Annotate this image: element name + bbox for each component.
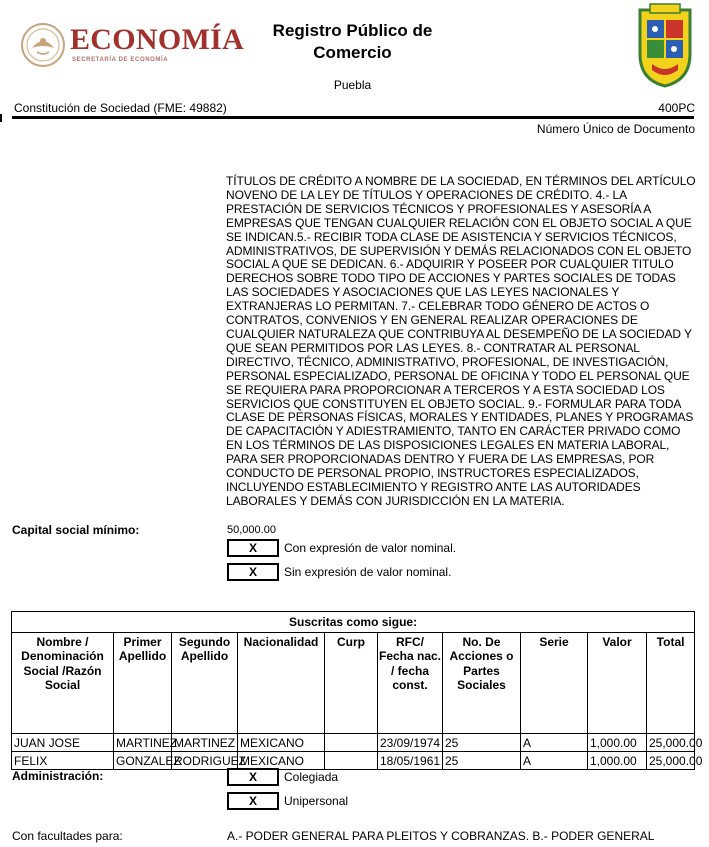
checkbox-unipersonal[interactable]: X [227, 792, 279, 810]
city-label: Puebla [333, 78, 372, 92]
table-cell: 1,000.00 [588, 752, 647, 770]
checkbox-label: Con expresión de valor nominal. [284, 541, 457, 555]
table-cell: 18/05/1961 [378, 752, 443, 770]
table-cell: MARTINEZ [114, 734, 172, 752]
checkbox-colegiada[interactable]: X [227, 768, 279, 786]
valor-nominal-option [227, 539, 456, 557]
table-cell: GONZALEZ [114, 752, 172, 770]
column-header: Nacionalidad [238, 633, 325, 734]
economia-logo [20, 22, 245, 70]
table-cell: 25,000.00 [647, 752, 695, 770]
colegiada-option [227, 768, 338, 786]
table-cell: JUAN JOSE [12, 734, 114, 752]
table-cell: FELIX [12, 752, 114, 770]
table-cell: 23/09/1974 [378, 734, 443, 752]
checkbox-sin-valor[interactable]: X [227, 563, 279, 581]
document-code: 400PC [658, 101, 695, 115]
page-title: Registro Público de Comercio [272, 21, 433, 62]
facultades-label: Con facultades para: [12, 829, 123, 843]
puebla-coat-of-arms-icon [634, 2, 696, 88]
table-cell: A [521, 734, 588, 752]
table-row [12, 734, 695, 752]
objeto-social-text: TÍTULOS DE CRÉDITO A NOMBRE DE LA SOCIEDAD, EN TÉRMINOS DEL ARTÍCULO NOVENO DE LA LEY DE TÍTULOS Y OPERACIONES DE CRÉDITO. 4.- LA PRESTACIÓN DE SERVICIOS TÉCNICOS Y PROFESIONALES Y ASESORÍA A EMPRESAS QUE TENGAN CUALQUIER RELACIÓN CON EL OBJETO SOCIAL A QUE SE INDICAN.5.- RECIBIR TODA CLASE DE ASISTENCIA Y SERVICIOS TÉCNICOS, ADMINISTRATIVOS, DE SUPERVISIÓN Y DEMÁS RELACIONADOS CON EL OBJETO SOCIAL A QUE SE DEDICAN. 6.- ADQUIRIR Y POSEER POR CUALQUIER TITULO DERECHOS SOBRE TODO TIPO DE ACCIONES Y PARTES SOCIALES DE TODAS LAS SOCIEDADES Y ASOCIACIONES QUE LAS LEYES NACIONALES Y EXTRANJERAS LO PERMITAN. 7.- CELEBRAR TODO GÉNERO DE ACTOS O CONTRATOS, CONVENIOS Y EN GENERAL REALIZAR OPERACIONES DE CUALQUIER NATURALEZA QUE CONTRIBUYA AL DESEMPEÑO DE LA SOCIEDAD Y QUE SEAN PERMITIDOS POR LAS LEYES. 8.- CONTRATAR AL PERSONAL DIRECTIVO, TÉCNICO, ADMINISTRATIVO, PROFESIONAL, DE INVESTIGACIÓN, PERSONAL ESPECIALIZADO, PERSONAL DE OFICINA Y TODO EL PERSONAL QUE SE REQUIERA PARA PROPORCIONAR A TERCEROS Y A ESTA SOCIEDAD LOS SERVICIOS QUE CONSTITUYEN EL OBJETO SOCIAL. 9.- FORMULAR PARA TODA CLASE DE PERSONAS FÍSICAS, MORALES Y ENTIDADES, PLANES Y PROGRAMAS DE CAPACITACIÓN Y ADIESTRAMIENTO, TANTO EN CARÁCTER PRIVADO COMO EN LOS TÉRMINOS DE LAS DISPOSICIONES LEGALES EN MATERIA LABORAL, PARA SER PROPORCIONADAS DENTRO Y FUERA DE LAS EMPRESAS, POR CONDUCTO DE PERSONAL PROPIO, INSTRUCTORES ESPECIALIZADOS, INCLUYENDO ESTABLECIMIENTO Y REGISTRO ANTE LAS AUTORIDADES LABORALES Y DEMÁS CON JURISDICCIÓN EN LA MATERIA. [226, 174, 696, 508]
table-cell: MEXICANO [238, 752, 325, 770]
table-cell: 1,000.00 [588, 734, 647, 752]
column-header: Nombre / Denominación Social /Razón Social [12, 633, 114, 734]
table-cell: 25,000.00 [647, 734, 695, 752]
column-header: Curp [325, 633, 378, 734]
table-cell [325, 734, 378, 752]
table-header-row [12, 633, 695, 734]
column-header: Total [647, 633, 695, 734]
capital-label: Capital social mínimo: [12, 523, 140, 537]
table-cell: 25 [443, 734, 521, 752]
table-cell: RODRIGUEZ [172, 752, 238, 770]
table-caption: Suscritas como sigue: [12, 612, 695, 633]
header-divider [12, 116, 694, 119]
table-cell: MARTINEZ [172, 734, 238, 752]
table-cell: MEXICANO [238, 734, 325, 752]
checkbox-label: Unipersonal [284, 794, 349, 808]
column-header: Primer Apellido [114, 633, 172, 734]
column-header: Valor [588, 633, 647, 734]
unipersonal-option [227, 792, 348, 810]
checkbox-label: Colegiada [284, 770, 339, 784]
eagle-seal-icon [20, 22, 66, 68]
brand-subtitle: SECRETARÍA DE ECONOMÍA [72, 57, 169, 63]
column-header: RFC/ Fecha nac. / fecha const. [378, 633, 443, 734]
column-header: Segundo Apellido [172, 633, 238, 734]
column-header: Serie [521, 633, 588, 734]
document-type: Constitución de Sociedad (FME: 49882) [14, 101, 227, 115]
suscritas-table [11, 611, 703, 770]
edge-mark [0, 114, 2, 122]
table-cell [325, 752, 378, 770]
checkbox-label: Sin expresión de valor nominal. [284, 565, 452, 579]
table-cell: 25 [443, 752, 521, 770]
facultades-text: A.- PODER GENERAL PARA PLEITOS Y COBRANZAS. B.- PODER GENERAL [227, 829, 655, 843]
capital-value: 50,000.00 [227, 524, 276, 536]
administracion-label: Administración: [12, 769, 104, 783]
table-cell: A [521, 752, 588, 770]
sin-valor-nominal-option [227, 563, 451, 581]
checkbox-con-valor[interactable]: X [227, 539, 279, 557]
nud-label: Número Único de Documento [536, 122, 695, 136]
brand-wordmark: ECONOMÍA [70, 23, 245, 56]
column-header: No. De Acciones o Partes Sociales [443, 633, 521, 734]
table-row [12, 752, 695, 770]
